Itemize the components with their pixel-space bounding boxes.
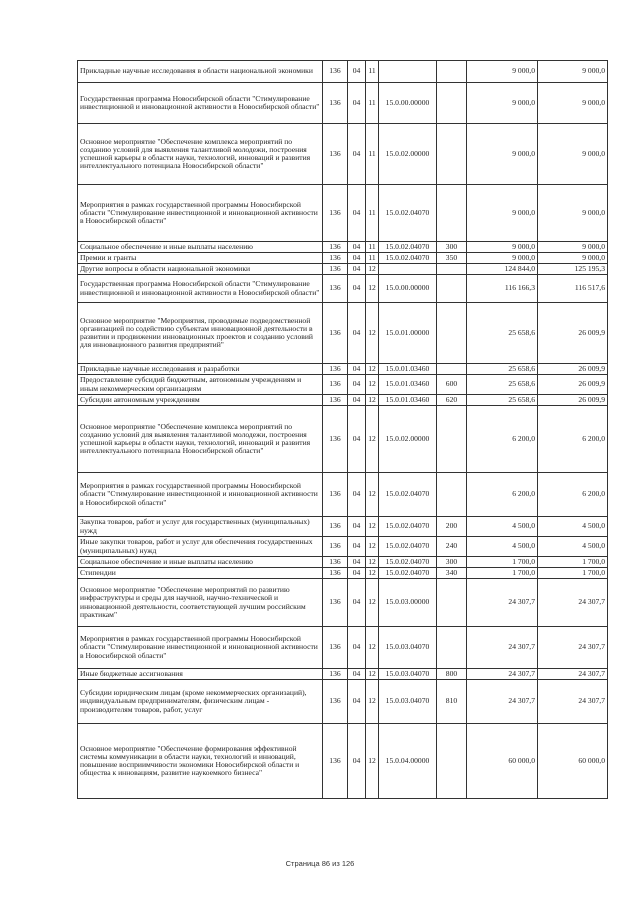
- row-gr: 136: [323, 375, 348, 395]
- row-vr: [437, 303, 467, 364]
- row-vr: [437, 579, 467, 627]
- row-value-1: 24 307,7: [467, 627, 538, 669]
- row-value-1: 9 000,0: [467, 185, 538, 242]
- row-pr: 12: [366, 579, 379, 627]
- table-row: [78, 627, 608, 669]
- row-name: Мероприятия в рамках государственной программы Новосибирской области "Стимулирование инвестиционной и инновационной активности в Новосибирской области": [78, 473, 323, 517]
- row-name: Прикладные научные исследования и разработки: [78, 364, 323, 375]
- row-rz: 04: [348, 537, 366, 557]
- row-rz: 04: [348, 517, 366, 537]
- row-value-1: 9 000,0: [467, 253, 538, 264]
- row-name: Государственная программа Новосибирской области "Стимулирование инвестиционной и инновационной активности в Новосибирской области": [78, 83, 323, 124]
- row-value-2: 6 200,0: [538, 406, 608, 473]
- row-vr: 240: [437, 537, 467, 557]
- table-row: [78, 185, 608, 242]
- row-value-1: 25 658,6: [467, 303, 538, 364]
- row-pr: 12: [366, 264, 379, 275]
- row-gr: 136: [323, 61, 348, 83]
- row-name: Мероприятия в рамках государственной программы Новосибирской области "Стимулирование инвестиционной и инновационной активности в Новосибирской области": [78, 185, 323, 242]
- row-csr: 15.0.03.04070: [379, 680, 437, 724]
- row-pr: 12: [366, 303, 379, 364]
- row-value-2: 9 000,0: [538, 253, 608, 264]
- table-row: [78, 680, 608, 724]
- row-csr: 15.0.02.04070: [379, 473, 437, 517]
- row-gr: 136: [323, 242, 348, 253]
- row-pr: 12: [366, 724, 379, 799]
- row-gr: 136: [323, 680, 348, 724]
- table-row: [78, 473, 608, 517]
- row-csr: 15.0.02.04070: [379, 557, 437, 568]
- row-csr: [379, 264, 437, 275]
- row-value-2: 9 000,0: [538, 83, 608, 124]
- row-gr: 136: [323, 557, 348, 568]
- row-vr: [437, 264, 467, 275]
- row-vr: 800: [437, 669, 467, 680]
- row-gr: 136: [323, 124, 348, 185]
- row-pr: 12: [366, 364, 379, 375]
- table-row: [78, 375, 608, 395]
- table-row: [78, 669, 608, 680]
- row-value-2: 60 000,0: [538, 724, 608, 799]
- row-csr: 15.0.00.00000: [379, 275, 437, 303]
- row-csr: 15.0.00.00000: [379, 83, 437, 124]
- table-row: [78, 242, 608, 253]
- table-row: [78, 303, 608, 364]
- row-gr: 136: [323, 724, 348, 799]
- row-rz: 04: [348, 627, 366, 669]
- row-value-2: 9 000,0: [538, 242, 608, 253]
- row-csr: 15.0.02.04070: [379, 242, 437, 253]
- row-pr: 11: [366, 61, 379, 83]
- row-value-1: 9 000,0: [467, 242, 538, 253]
- row-value-1: 9 000,0: [467, 83, 538, 124]
- table-row: [78, 517, 608, 537]
- row-value-2: 9 000,0: [538, 61, 608, 83]
- row-pr: 12: [366, 627, 379, 669]
- row-name: Основное мероприятие "Мероприятия, проводимые подведомственной организацией по содействию субъектам инновационной деятельности в развитии и продвижении инновационных проектов и созданию условий для инновационного развития предприятий": [78, 303, 323, 364]
- row-csr: [379, 61, 437, 83]
- row-value-1: 24 307,7: [467, 579, 538, 627]
- table-row: [78, 579, 608, 627]
- row-value-1: 60 000,0: [467, 724, 538, 799]
- row-value-1: 4 500,0: [467, 517, 538, 537]
- row-value-2: 4 500,0: [538, 537, 608, 557]
- row-value-1: 4 500,0: [467, 537, 538, 557]
- row-gr: 136: [323, 395, 348, 406]
- row-name: Государственная программа Новосибирской области "Стимулирование инвестиционной и инновационной активности в Новосибирской области": [78, 275, 323, 303]
- row-rz: 04: [348, 275, 366, 303]
- row-pr: 11: [366, 124, 379, 185]
- row-value-2: 24 307,7: [538, 579, 608, 627]
- row-rz: 04: [348, 364, 366, 375]
- row-vr: [437, 185, 467, 242]
- row-rz: 04: [348, 473, 366, 517]
- row-rz: 04: [348, 242, 366, 253]
- row-value-2: 26 009,9: [538, 364, 608, 375]
- row-csr: 15.0.01.00000: [379, 303, 437, 364]
- table-row: [78, 724, 608, 799]
- row-value-2: 125 195,3: [538, 264, 608, 275]
- row-pr: 12: [366, 375, 379, 395]
- row-value-1: 24 307,7: [467, 680, 538, 724]
- row-vr: 300: [437, 242, 467, 253]
- row-csr: 15.0.01.03460: [379, 375, 437, 395]
- row-rz: 04: [348, 557, 366, 568]
- row-vr: 600: [437, 375, 467, 395]
- row-name: Другие вопросы в области национальной экономики: [78, 264, 323, 275]
- row-value-1: 116 166,3: [467, 275, 538, 303]
- row-gr: 136: [323, 406, 348, 473]
- row-gr: 136: [323, 364, 348, 375]
- row-value-2: 24 307,7: [538, 669, 608, 680]
- table-row: [78, 61, 608, 83]
- row-vr: [437, 406, 467, 473]
- table-row: [78, 124, 608, 185]
- row-value-2: 24 307,7: [538, 680, 608, 724]
- row-vr: 810: [437, 680, 467, 724]
- row-vr: 350: [437, 253, 467, 264]
- row-vr: 620: [437, 395, 467, 406]
- row-csr: 15.0.04.00000: [379, 724, 437, 799]
- row-pr: 12: [366, 517, 379, 537]
- table-row: [78, 557, 608, 568]
- row-csr: 15.0.03.00000: [379, 579, 437, 627]
- row-vr: [437, 83, 467, 124]
- row-gr: 136: [323, 264, 348, 275]
- row-pr: 12: [366, 406, 379, 473]
- row-value-2: 26 009,9: [538, 375, 608, 395]
- row-pr: 12: [366, 568, 379, 579]
- row-value-1: 9 000,0: [467, 124, 538, 185]
- row-name: Премии и гранты: [78, 253, 323, 264]
- row-rz: 04: [348, 264, 366, 275]
- row-csr: 15.0.02.04070: [379, 253, 437, 264]
- row-name: Социальное обеспечение и иные выплаты населению: [78, 557, 323, 568]
- row-gr: 136: [323, 568, 348, 579]
- row-gr: 136: [323, 537, 348, 557]
- row-rz: 04: [348, 303, 366, 364]
- row-rz: 04: [348, 185, 366, 242]
- row-name: Основное мероприятие "Обеспечение формирования эффективной системы коммуникации в области науки, технологий и инноваций, повышение восприимчивости экономики Новосибирской области и общества к инновациям, развитие наукоемкого бизнеса": [78, 724, 323, 799]
- row-value-1: 1 700,0: [467, 568, 538, 579]
- row-vr: 340: [437, 568, 467, 579]
- row-value-2: 116 517,6: [538, 275, 608, 303]
- row-name: Мероприятия в рамках государственной программы Новосибирской области "Стимулирование инвестиционной и инновационной активности в Новосибирской области": [78, 627, 323, 669]
- row-name: Предоставление субсидий бюджетным, автономным учреждениям и иным некоммерческим организациям: [78, 375, 323, 395]
- row-name: Стипендии: [78, 568, 323, 579]
- row-csr: 15.0.01.03460: [379, 395, 437, 406]
- row-rz: 04: [348, 61, 366, 83]
- row-pr: 11: [366, 185, 379, 242]
- row-name: Субсидии юридическим лицам (кроме некоммерческих организаций), индивидуальным предпринимателям, физическим лицам - производителям товаров, работ, услуг: [78, 680, 323, 724]
- row-vr: [437, 473, 467, 517]
- table-row: [78, 275, 608, 303]
- page-footer: Страница 86 из 126: [285, 859, 355, 868]
- row-value-1: 24 307,7: [467, 669, 538, 680]
- row-vr: [437, 627, 467, 669]
- row-pr: 12: [366, 669, 379, 680]
- row-csr: 15.0.02.04070: [379, 537, 437, 557]
- row-pr: 12: [366, 557, 379, 568]
- row-csr: 15.0.02.04070: [379, 517, 437, 537]
- row-gr: 136: [323, 627, 348, 669]
- row-value-2: 6 200,0: [538, 473, 608, 517]
- row-value-1: 25 658,6: [467, 375, 538, 395]
- row-csr: 15.0.03.04070: [379, 627, 437, 669]
- row-value-1: 25 658,6: [467, 364, 538, 375]
- row-rz: 04: [348, 83, 366, 124]
- table-row: [78, 264, 608, 275]
- row-pr: 12: [366, 680, 379, 724]
- row-name: Закупка товаров, работ и услуг для государственных (муниципальных) нужд: [78, 517, 323, 537]
- row-vr: [437, 724, 467, 799]
- row-vr: [437, 275, 467, 303]
- row-name: Иные бюджетные ассигнования: [78, 669, 323, 680]
- row-value-2: 4 500,0: [538, 517, 608, 537]
- row-pr: 11: [366, 253, 379, 264]
- row-value-2: 26 009,9: [538, 395, 608, 406]
- row-pr: 12: [366, 395, 379, 406]
- row-csr: 15.0.02.04070: [379, 185, 437, 242]
- row-gr: 136: [323, 669, 348, 680]
- row-csr: 15.0.02.04070: [379, 568, 437, 579]
- row-rz: 04: [348, 669, 366, 680]
- row-vr: [437, 61, 467, 83]
- table-row: [78, 395, 608, 406]
- row-name: Иные закупки товаров, работ и услуг для обеспечения государственных (муниципальных) нужд: [78, 537, 323, 557]
- row-name: Прикладные научные исследования в области национальной экономики: [78, 61, 323, 83]
- row-csr: 15.0.02.00000: [379, 406, 437, 473]
- row-gr: 136: [323, 303, 348, 364]
- row-value-1: 1 700,0: [467, 557, 538, 568]
- row-rz: 04: [348, 253, 366, 264]
- row-value-1: 9 000,0: [467, 61, 538, 83]
- row-pr: 12: [366, 537, 379, 557]
- table-row: [78, 568, 608, 579]
- row-value-1: 124 844,0: [467, 264, 538, 275]
- row-pr: 12: [366, 275, 379, 303]
- row-value-1: 6 200,0: [467, 406, 538, 473]
- row-vr: [437, 364, 467, 375]
- row-name: Основное мероприятие "Обеспечение комплекса мероприятий по созданию условий для выявления талантливой молодежи, построения успешной карьеры в области науки, технологий, инноваций и развития интеллектуального потенциала Новосибирской области": [78, 406, 323, 473]
- row-csr: 15.0.01.03460: [379, 364, 437, 375]
- row-value-2: 26 009,9: [538, 303, 608, 364]
- row-vr: 300: [437, 557, 467, 568]
- row-rz: 04: [348, 579, 366, 627]
- budget-table: [77, 60, 608, 799]
- table-row: [78, 406, 608, 473]
- table-row: [78, 253, 608, 264]
- table-row: [78, 364, 608, 375]
- table-row: [78, 537, 608, 557]
- row-vr: [437, 124, 467, 185]
- row-value-2: 1 700,0: [538, 568, 608, 579]
- row-gr: 136: [323, 473, 348, 517]
- row-value-2: 9 000,0: [538, 185, 608, 242]
- row-pr: 12: [366, 473, 379, 517]
- row-value-1: 6 200,0: [467, 473, 538, 517]
- row-gr: 136: [323, 253, 348, 264]
- row-value-2: 1 700,0: [538, 557, 608, 568]
- row-rz: 04: [348, 375, 366, 395]
- row-rz: 04: [348, 395, 366, 406]
- row-value-2: 9 000,0: [538, 124, 608, 185]
- table-row: [78, 83, 608, 124]
- row-rz: 04: [348, 406, 366, 473]
- row-pr: 11: [366, 83, 379, 124]
- row-rz: 04: [348, 568, 366, 579]
- row-rz: 04: [348, 124, 366, 185]
- row-gr: 136: [323, 579, 348, 627]
- row-gr: 136: [323, 83, 348, 124]
- row-name: Субсидии автономным учреждениям: [78, 395, 323, 406]
- row-value-1: 25 658,6: [467, 395, 538, 406]
- row-gr: 136: [323, 275, 348, 303]
- row-rz: 04: [348, 680, 366, 724]
- row-csr: 15.0.02.00000: [379, 124, 437, 185]
- row-name: Социальное обеспечение и иные выплаты населению: [78, 242, 323, 253]
- row-vr: 200: [437, 517, 467, 537]
- row-name: Основное мероприятие "Обеспечение мероприятий по развитию инфраструктуры и среды для научной, научно-технической и инновационной деятельности, соответствующей лучшим российским практикам": [78, 579, 323, 627]
- row-name: Основное мероприятие "Обеспечение комплекса мероприятий по созданию условий для выявления талантливой молодежи, построения успешной карьеры в области науки, технологий, инноваций и развития интеллектуального потенциала Новосибирской области": [78, 124, 323, 185]
- row-gr: 136: [323, 517, 348, 537]
- row-rz: 04: [348, 724, 366, 799]
- row-gr: 136: [323, 185, 348, 242]
- row-csr: 15.0.03.04070: [379, 669, 437, 680]
- row-value-2: 24 307,7: [538, 627, 608, 669]
- row-pr: 11: [366, 242, 379, 253]
